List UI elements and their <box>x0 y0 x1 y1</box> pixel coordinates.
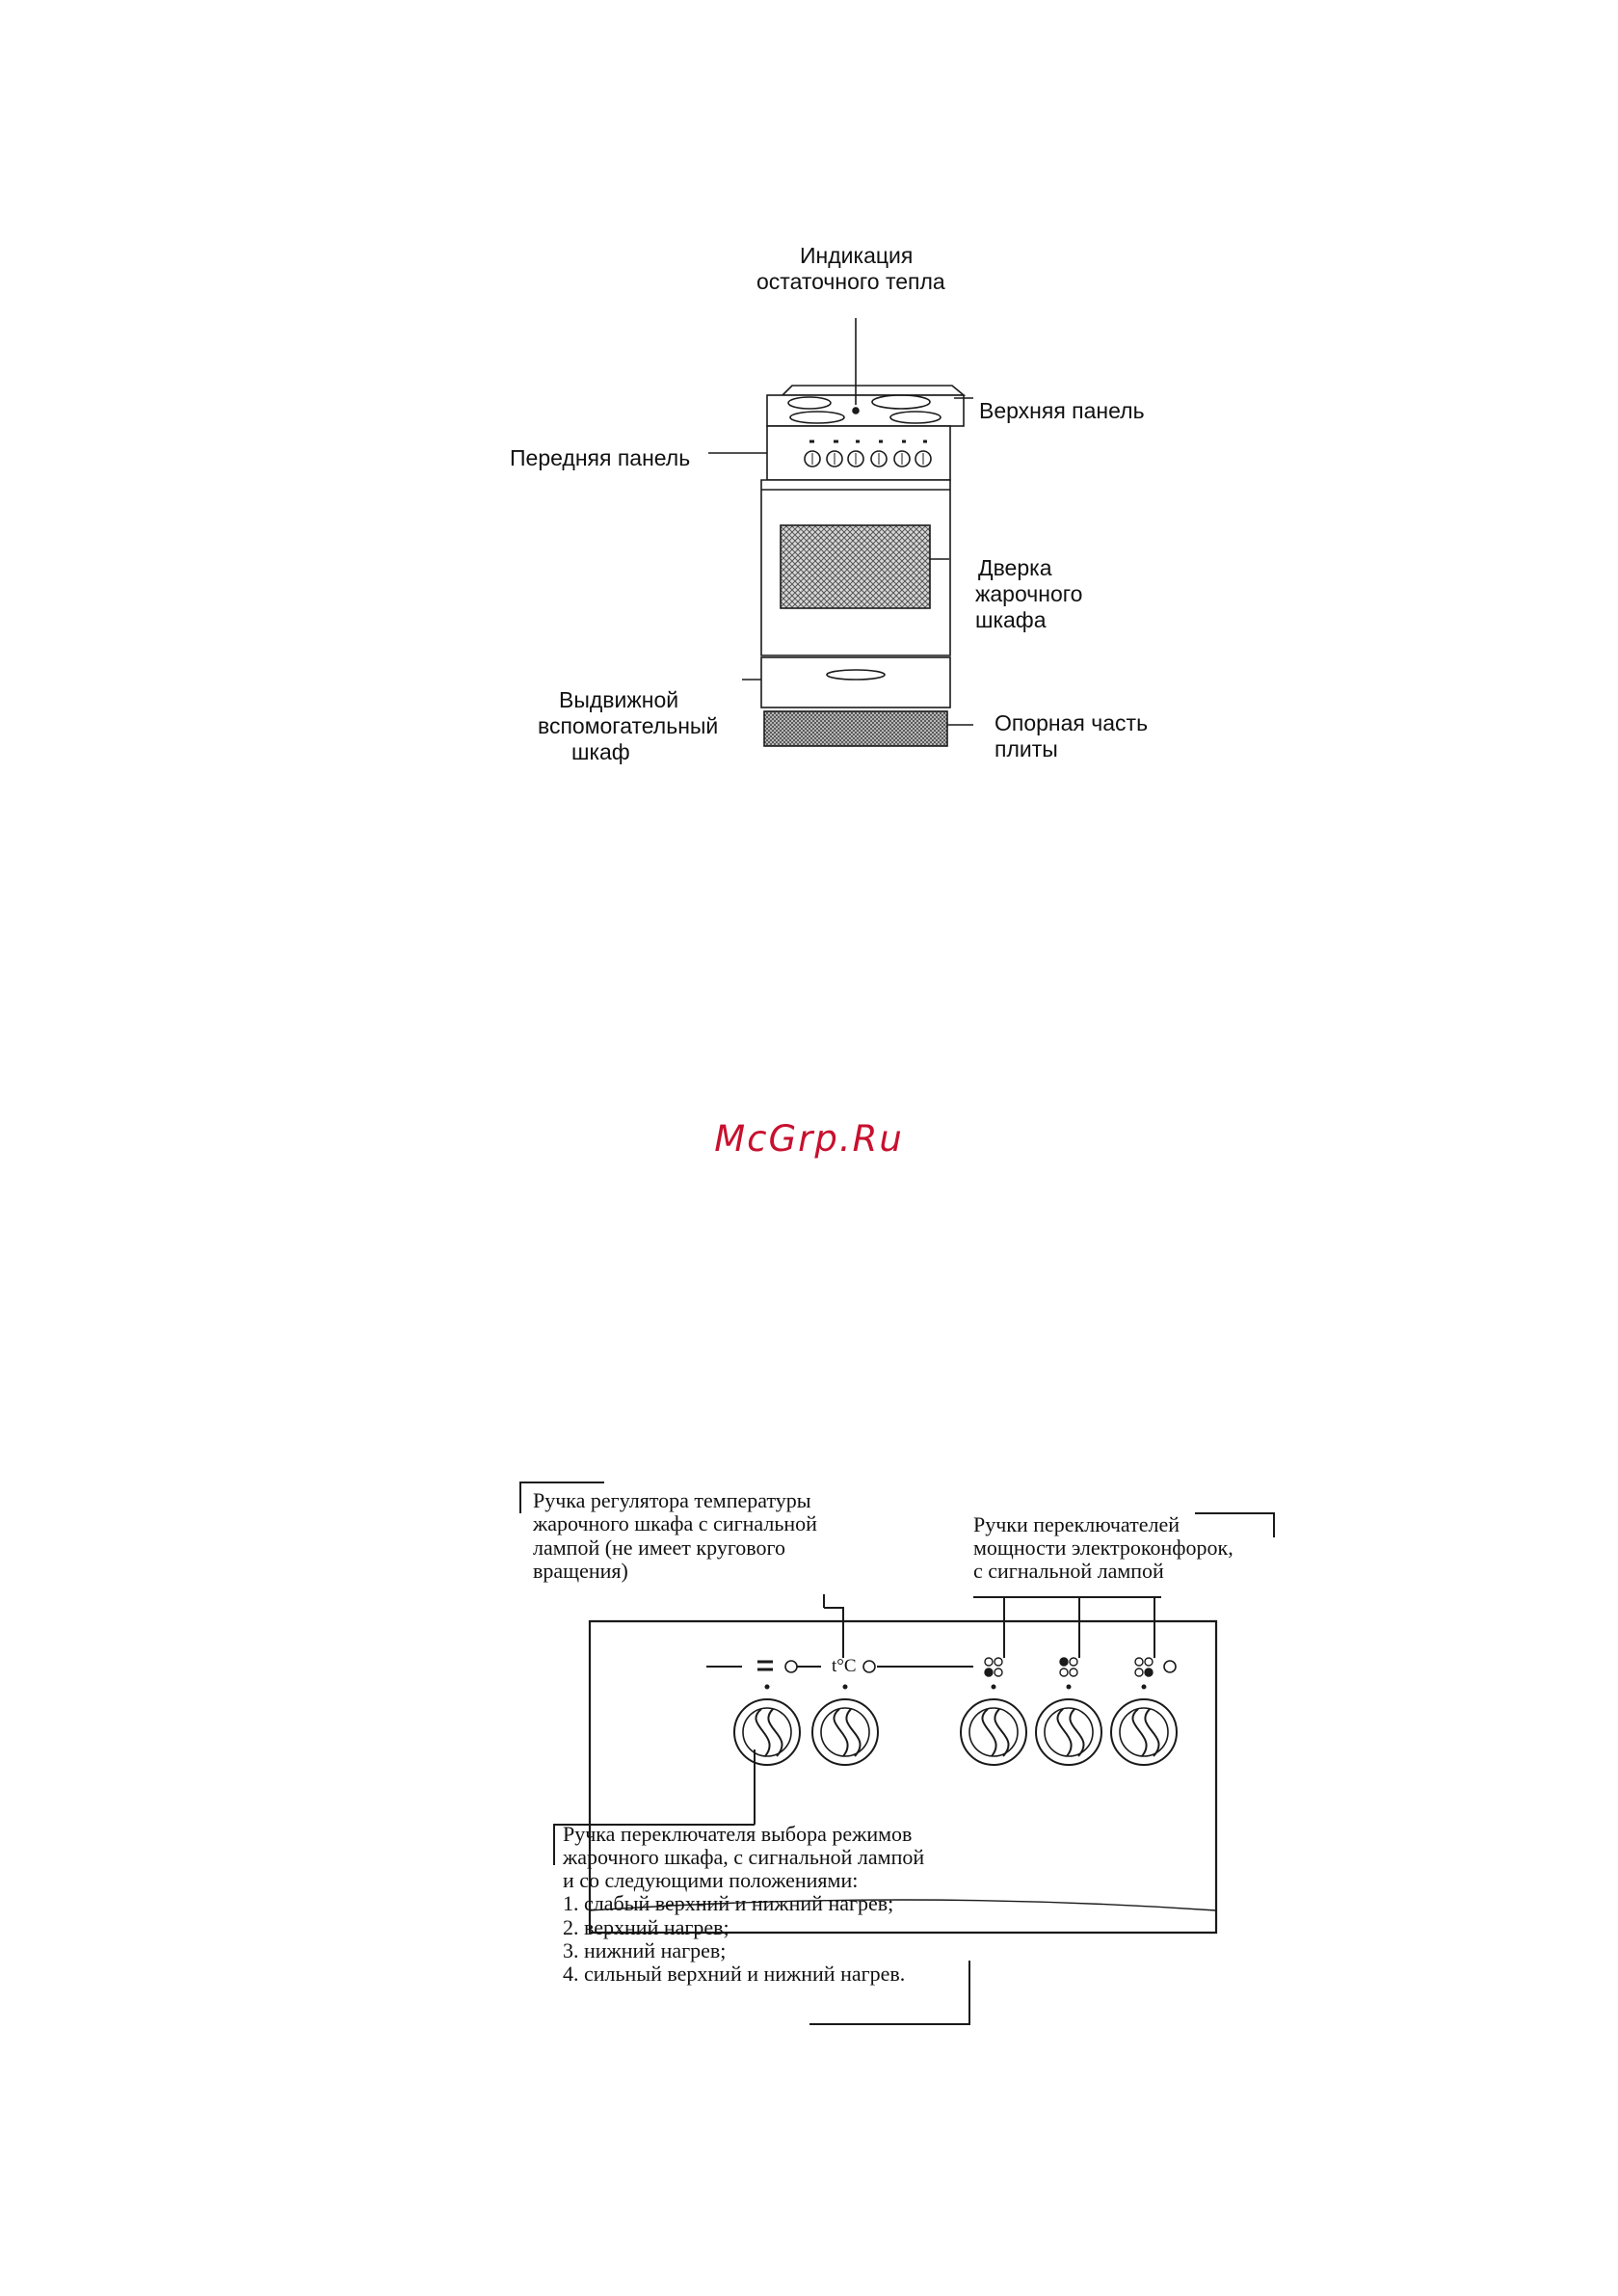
mode-callout-line1: Ручка переключателя выбора режимов <box>563 1822 913 1846</box>
mode-callout-line2: жарочного шкафа, с сигнальной лампой <box>563 1845 925 1869</box>
burner-callout-line3: с сигнальной лампой <box>973 1559 1164 1583</box>
leader-temp-knob <box>824 1608 843 1658</box>
stove-hob-top <box>782 386 964 395</box>
stove-support-base <box>764 711 947 746</box>
label-oven-door-line2: жарочного <box>975 581 1083 606</box>
mode-symbol-icon <box>757 1662 773 1669</box>
temp-callout-line4: вращения) <box>533 1559 628 1583</box>
burner-knob-3 <box>1111 1699 1177 1765</box>
stove-drawer <box>761 657 950 707</box>
label-top-panel: Верхняя панель <box>979 398 1145 423</box>
burner-knob-1 <box>961 1699 1026 1765</box>
temp-callout-line2: жарочного шкафа с сигнальной <box>533 1511 817 1535</box>
label-drawer-line1: Выдвижной <box>559 687 679 712</box>
temperature-symbol: t°C <box>832 1656 857 1676</box>
signal-lamp-burners <box>1164 1661 1176 1672</box>
label-residual-heat-line1: Индикация <box>800 243 914 268</box>
residual-heat-indicator-dot <box>853 408 859 414</box>
label-residual-heat-line2: остаточного тепла <box>756 269 945 294</box>
mode-knob <box>734 1699 800 1765</box>
label-support-line2: плиты <box>995 736 1058 761</box>
stove-illustration <box>708 318 973 746</box>
label-oven-door-line3: шкафа <box>975 607 1047 632</box>
burner-callout-line1: Ручки переключателей <box>973 1512 1180 1536</box>
bracket-burner-callout <box>1195 1513 1274 1537</box>
label-drawer-line2: вспомогательный <box>538 713 719 738</box>
mode-callout-line4: 1. слабый верхний и нижний нагрев; <box>563 1891 894 1915</box>
oven-door-window <box>781 525 930 608</box>
mode-callout-line6: 3. нижний нагрев; <box>563 1938 727 1962</box>
label-support-line1: Опорная часть <box>995 710 1149 735</box>
temp-callout-line1: Ручка регулятора температуры <box>533 1488 811 1512</box>
label-drawer-line3: шкаф <box>571 739 630 764</box>
temperature-knob <box>812 1699 878 1765</box>
label-oven-door-line1: Дверка <box>978 555 1052 580</box>
watermark: McGrp.Ru <box>714 1118 904 1160</box>
mode-callout-line7: 4. сильный верхний и нижний нагрев. <box>563 1962 906 1986</box>
burner-position-icons <box>985 1658 1176 1676</box>
signal-lamp-temp <box>863 1661 875 1672</box>
burner-knob-2 <box>1036 1699 1101 1765</box>
mode-callout-line3: и со следующими положениями: <box>563 1868 859 1892</box>
label-front-panel: Передняя панель <box>510 445 691 470</box>
temp-callout-line3: лампой (не имеет кругового <box>533 1535 786 1560</box>
mode-callout-line5: 2. верхний нагрев; <box>563 1915 729 1939</box>
signal-lamp-mode <box>785 1661 797 1672</box>
burner-callout-line2: мощности электроконфорок, <box>973 1535 1233 1560</box>
